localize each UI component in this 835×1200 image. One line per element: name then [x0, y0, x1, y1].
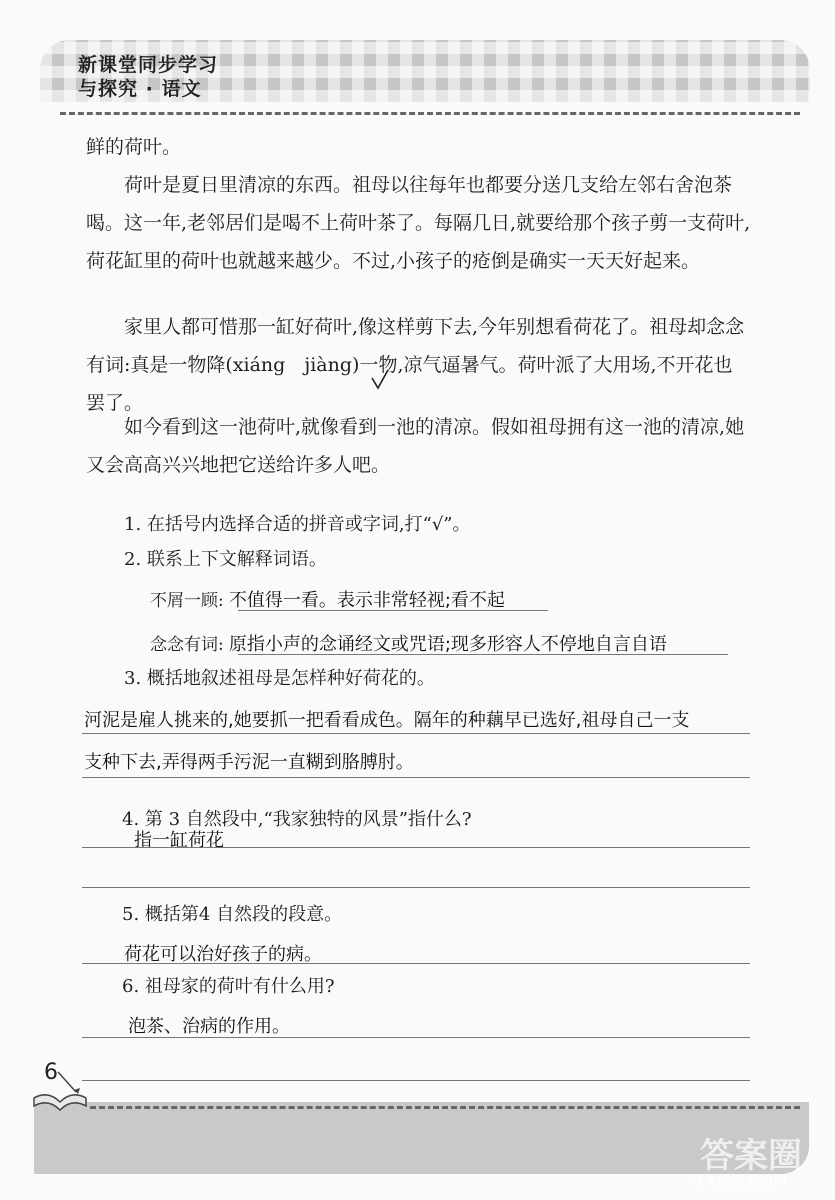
answer-underline [82, 733, 750, 734]
answer-text: 泡茶、治病的作用。 [128, 1016, 290, 1037]
answer-text: 荷花可以治好孩子的病。 [124, 944, 322, 965]
answer-underline [238, 610, 548, 611]
question-6: 6. 祖母家的荷叶有什么用? [122, 976, 335, 997]
term-label: 不屑一顾: [150, 591, 224, 611]
passage-paragraph-1: 荷叶是夏日里清凉的东西。祖母以往每年也都要分送几支给左邻右舍泡茶喝。这一年,老邻居们是喝不上荷叶茶了。每隔几日,就要给那个孩子剪一支荷叶,荷花缸里的荷叶也就越来越少。不过,小孩子的疮倒是确实一天天好起来。 [86, 174, 751, 272]
answer-underline [82, 887, 750, 888]
definition-row-2 [150, 630, 667, 656]
question-1: 1. 在括号内选择合适的拼音或字词,打“√”。 [124, 514, 471, 535]
answer-text: 河泥是雇人挑来的,她要抓一把看看成色。隔年的种藕早已选好,祖母自己一支 [84, 710, 690, 731]
question-4: 4. 第 3 自然段中,“我家独特的风景”指什么? [122, 809, 472, 830]
header-banner [40, 40, 810, 102]
answer-underline [82, 1037, 750, 1038]
question-2: 2. 联系上下文解释词语。 [124, 549, 327, 570]
answer-underline [82, 777, 750, 778]
answer-text: 支种下去,弄得两手污泥一直糊到胳膊肘。 [84, 752, 414, 773]
answer-underline [82, 847, 750, 848]
answer-underline [82, 1080, 750, 1081]
footer-band [34, 1102, 809, 1174]
term-label: 念念有词: [150, 635, 224, 655]
footer-divider [90, 1106, 800, 1109]
question-5: 5. 概括第4 自然段的段意。 [122, 904, 343, 925]
header-divider [60, 112, 800, 115]
book-title-line1: 新课堂同步学习 [78, 54, 219, 76]
answer-underline [238, 654, 728, 655]
open-book-icon [30, 1068, 90, 1112]
passage-paragraph-2: 家里人都可惜那一缸好荷叶,像这样剪下去,今年别想看荷花了。祖母却念念有词:真是一物降(xiáng jiàng)一物,凉气逼暑气。荷叶派了大用场,不开花也罢了。 [86, 316, 745, 414]
watermark-url: MXQE.COM [690, 1172, 789, 1191]
question-3: 3. 概括地叙述祖母是怎样种好荷花的。 [124, 668, 435, 689]
page-number: 6 [44, 1060, 58, 1085]
passage-paragraph-3: 如今看到这一池荷叶,就像看到一池的清凉。假如祖母拥有这一池的清凉,她又会高高兴兴地把它送给许多人吧。 [86, 416, 745, 476]
answer-text: 原指小声的念诵经文或咒语;现多形容人不停地自言自语 [228, 634, 667, 655]
definition-row-1 [150, 586, 505, 612]
answer-text: 指一缸荷花 [134, 830, 224, 851]
checkmark-icon [370, 368, 390, 390]
watermark-logo: 答案圈 [700, 1136, 802, 1176]
answer-text: 不值得一看。表示非常轻视;看不起 [228, 590, 505, 611]
book-title-line2: 与探究 · 语文 [78, 78, 202, 100]
answer-underline [82, 963, 750, 964]
passage-paragraph-0: 鲜的荷叶。 [86, 136, 182, 158]
